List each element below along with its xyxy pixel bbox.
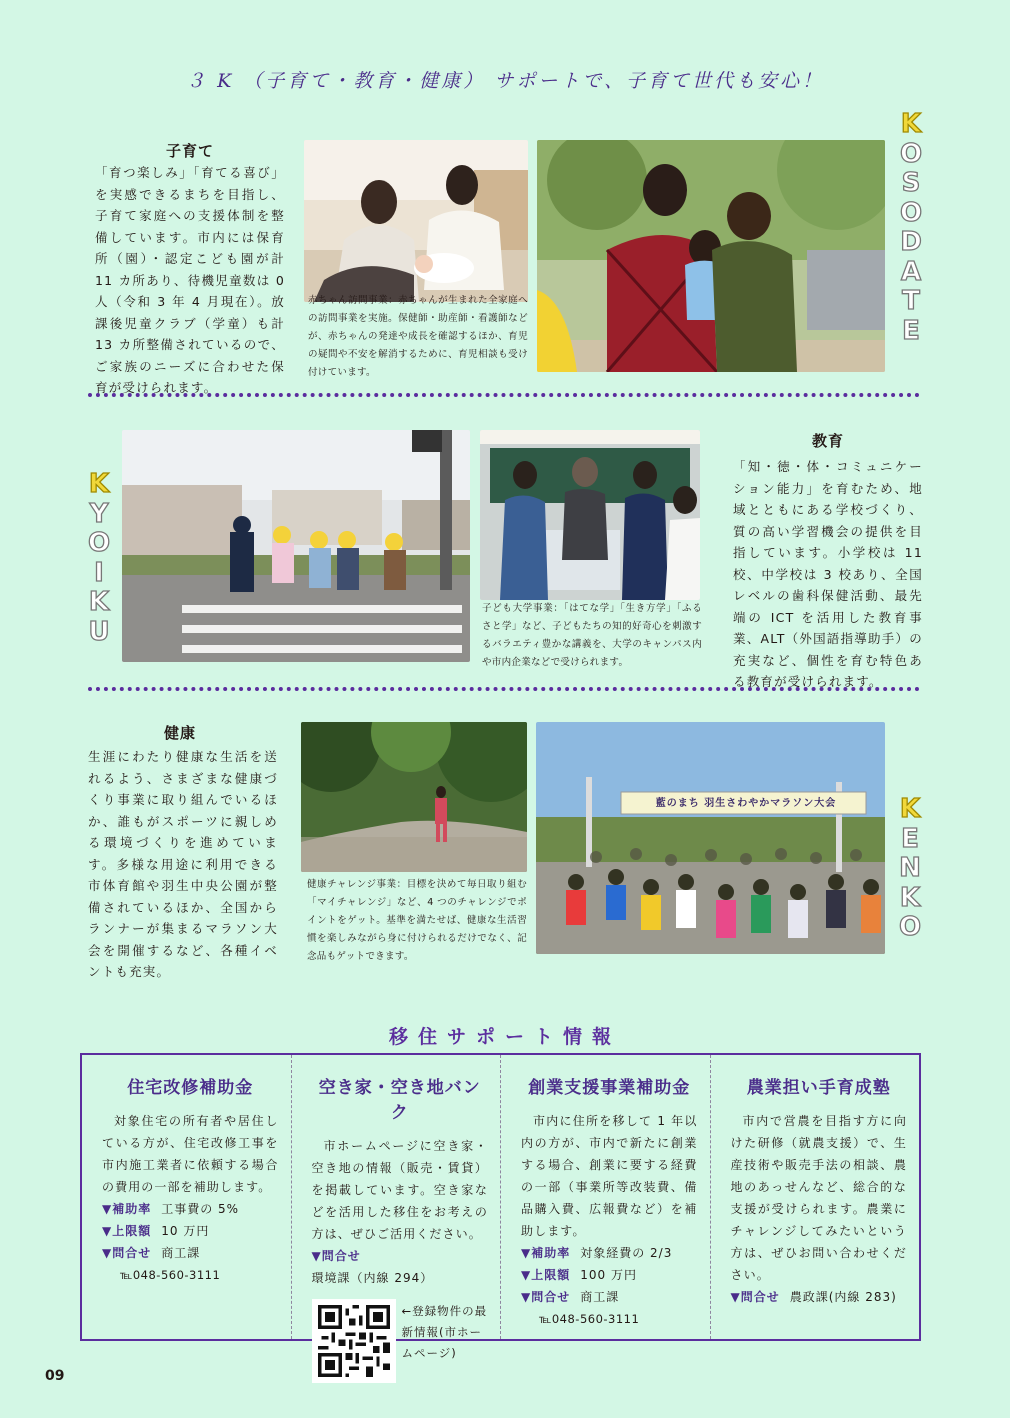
- cap-row: ▼上限額 100 万円: [521, 1268, 637, 1282]
- section-divider: [88, 393, 920, 397]
- startup-subsidy-desc: 市内に住所を移して 1 年以内の方が、市内で新たに創業する場合、創業に要する経費の一部（事業所等改装費、備品購入費、広報費など）を補助します。: [521, 1114, 698, 1238]
- qr-block: [312, 1299, 489, 1383]
- kyoiku-title: 教育: [811, 432, 844, 450]
- phone-number: ℡048-560-3111: [120, 1268, 221, 1282]
- phone-number: ℡048-560-3111: [539, 1312, 640, 1326]
- subsidy-rate-row: ▼補助率 工事費の 5%: [102, 1202, 240, 1216]
- housing-subsidy-desc: 対象住宅の所有者や居住している方が、住宅改修工事を市内施工業者に依頼する場合の費用の一部を補助します。: [102, 1114, 279, 1194]
- kosodate-caption: 赤ちゃん訪問事業：赤ちゃんが生まれた全家庭への訪問事業を実施。保健師・助産師・看護師などが、赤ちゃんの発達や成長を確認するほか、育児の疑問や不安を解消するために、育児相談も受け付けています。: [308, 295, 528, 378]
- contact-row: ▼問合せ 商工課: [102, 1246, 201, 1260]
- section-divider: [88, 687, 920, 691]
- kenko-vertical-word: K E N K O: [898, 794, 922, 942]
- kenko-title: 健康: [163, 724, 196, 742]
- family-photo: [537, 140, 885, 372]
- vacant-house-bank-desc: 市ホームページに空き家・空き地の情報（販売・賃貸）を掲載しています。空き家などを活用した移住をお考えの方は、ぜひご活用ください。: [311, 1139, 488, 1241]
- support-column-agriculture: [710, 1055, 920, 1339]
- contact-row: ▼問合せ環境課（内線 294）: [311, 1249, 434, 1285]
- marathon-banner-text: 藍のまち 羽生さわやかマラソン大会: [655, 798, 837, 809]
- kyoiku-vertical-word: K Y O I K U: [87, 469, 111, 647]
- agriculture-school-desc: 市内で営農を目指す方に向けた研修（就農支援）で、生産技術や販売手法の相談、農地のあっせんなど、総合的な支援が受けられます。農業にチャレンジしてみたいという方は、ぜひお問い合わせください。: [730, 1114, 907, 1282]
- housing-subsidy-title: 住宅改修補助金: [127, 1078, 254, 1098]
- kosodate-title: 子育て: [165, 142, 214, 160]
- agriculture-school-title: 農業担い手育成塾: [746, 1078, 891, 1098]
- kenko-caption: 健康チャレンジ事業：目標を決めて毎日取り組む「マイチャレンジ」など、4 つのチャレンジでポイントをゲット。基準を満たせば、健康な生活習慣を楽しみながら身に付けられるだけでなく、記念品もゲットできます。: [307, 879, 527, 962]
- kosodate-body: 「育つ楽しみ」「育てる喜び」を実感できるまちを目指し、子育て家庭への支援体制を整備しています。市内には保育所（園）・認定こども園が計 11 カ所あり、待機児童数は 0 人（令和 3 年 4 月現在）。放課後児童クラブ（学童）も計 13 カ所整備されているので、ご家族のニーズに合わせた保育が受けられます。: [95, 165, 285, 395]
- support-info-box: [80, 1053, 921, 1360]
- kosodate-vertical-word: K O S O D A T E: [899, 109, 923, 346]
- page-headline: ３ K （子育て・教育・健康） サポートで、子育て世代も安心！: [186, 70, 824, 92]
- kyoiku-body: 「知・徳・体・コミュニケーション能力」を育むため、地域とともにある学校づくり、質の高い学習機会の提供を目指しています。小学校は 11 校、中学校は 3 校あり、全国レベルの歯科保健活動、最先端の ICT を活用した教育事業、ALT（外国語指導助手）の充実など、個性を育む特色ある教育が受けられます。: [733, 459, 923, 689]
- cap-row: ▼上限額 10 万円: [102, 1224, 210, 1238]
- kenko-body: 生涯にわたり健康な生活を送れるよう、さまざまな健康づくり事業に取り組んでいるほか、誰もがスポーツに親しめる環境づくりを進めています。多様な用途に利用できる市体育館や羽生中央公園が整備されているほか、全国からランナーが集まるマラソン大会を開催するなど、各種イベントも充実。: [88, 749, 278, 979]
- marathon-photo: [536, 722, 885, 954]
- crosswalk-photo: [122, 430, 470, 662]
- support-column-vacant-house-bank: [291, 1055, 501, 1360]
- vacant-house-bank-title: 空き家・空き地バンク: [318, 1078, 481, 1123]
- contact-row: ▼問合せ 商工課: [521, 1290, 620, 1304]
- baby-visit-photo: [304, 140, 528, 302]
- support-section-title: 移住サポート情報: [388, 1026, 621, 1048]
- park-photo: [301, 722, 527, 872]
- subsidy-rate-row: ▼補助率 対象経費の 2/3: [521, 1246, 673, 1260]
- classroom-photo: [480, 430, 700, 600]
- qr-code[interactable]: [312, 1299, 396, 1383]
- contact-row: ▼問合せ 農政課(内線 283): [730, 1290, 897, 1304]
- support-column-startup: [500, 1055, 710, 1339]
- support-column-housing: [82, 1055, 291, 1339]
- kyoiku-caption: 子ども大学事業：「はてな学」「生き方学」「ふるさと学」など、子どもたちの知的好奇心を刺激するバラエティ豊かな講義を、大学のキャンパス内や市内企業などで受けられます。: [482, 603, 702, 668]
- qr-note: ←登録物件の最新情報(市ホームページ): [401, 1304, 488, 1360]
- page-number: 09: [45, 1368, 65, 1384]
- startup-subsidy-title: 創業支援事業補助金: [528, 1078, 691, 1098]
